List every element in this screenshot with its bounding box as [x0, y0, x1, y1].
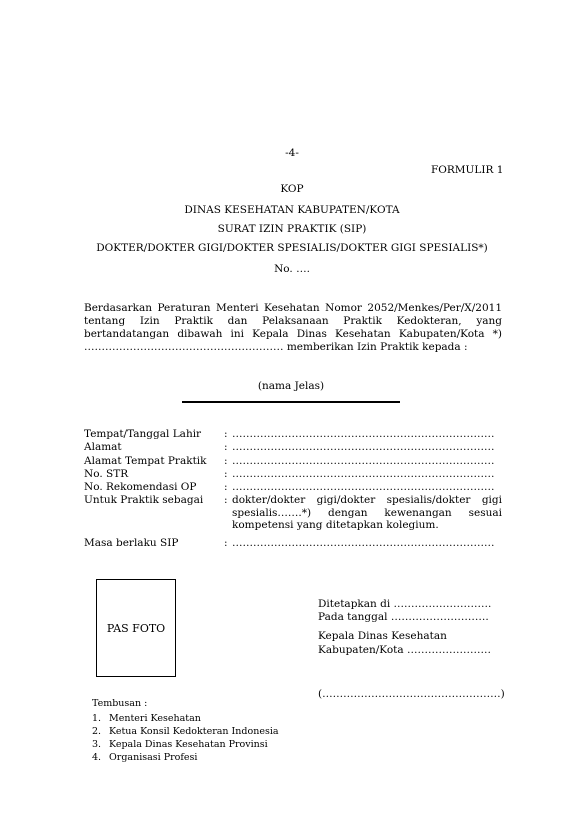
cc-item-number: 4.	[92, 752, 102, 763]
cc-title: Tembusan :	[92, 698, 148, 709]
name-caption: (nama Jelas)	[257, 380, 325, 392]
header-kop: KOP	[280, 183, 304, 195]
cc-item-text: Kepala Dinas Kesehatan Provinsi	[109, 739, 268, 750]
signature-title-line2: Kabupaten/Kota ……………………	[318, 644, 492, 656]
field-colon: :	[224, 494, 228, 506]
header-document-title: SURAT IZIN PRAKTIK (SIP)	[217, 223, 367, 235]
cc-item-text: Ketua Konsil Kedokteran Indonesia	[109, 726, 279, 737]
field-label: Untuk Praktik sebagai	[84, 494, 204, 506]
field-value: …………………………………………………………………	[232, 468, 495, 480]
field-colon: :	[224, 537, 228, 549]
cc-item	[92, 739, 268, 750]
cc-item-number: 2.	[92, 726, 102, 737]
page-number: -4-	[285, 147, 299, 159]
field-label: Alamat Tempat Praktik	[84, 455, 207, 467]
field-value: dokter/dokter gigi/dokter spesialis/dokter gigi spesialis…….*) dengan kewenangan sesuai kompetensi yang ditetapkan kolegium.	[232, 494, 502, 531]
cc-item-number: 1.	[92, 713, 102, 724]
signature-name-line: (……………………………………………)	[318, 688, 505, 700]
cc-item-number: 3.	[92, 739, 102, 750]
field-value: …………………………………………………………………	[232, 428, 495, 440]
photo-label: PAS FOTO	[106, 621, 166, 635]
field-colon: :	[224, 481, 228, 493]
field-label: Alamat	[84, 441, 122, 453]
field-label: Masa berlaku SIP	[84, 537, 179, 549]
cc-item-text: Menteri Kesehatan	[109, 713, 201, 724]
photo-box	[96, 579, 176, 677]
cc-item	[92, 713, 201, 724]
field-label: No. STR	[84, 468, 129, 480]
cc-item	[92, 752, 197, 763]
field-value: …………………………………………………………………	[232, 441, 495, 453]
field-colon: :	[224, 428, 228, 440]
signature-date: Pada tanggal ……………………….	[318, 611, 489, 623]
form-label: FORMULIR 1	[431, 164, 504, 176]
header-number: No. ….	[274, 263, 310, 275]
field-value: …………………………………………………………………	[232, 537, 495, 549]
field-value: …………………………………………………………………	[232, 455, 495, 467]
cc-item	[92, 726, 279, 737]
field-label: Tempat/Tanggal Lahir	[84, 428, 202, 440]
intro-paragraph: Berdasarkan Peraturan Menteri Kesehatan Nomor 2052/Menkes/Per/X/2011 tentang Izin Praktik dan Pelaksanaan Praktik Kedokteran, yang bertandatangan dibawah ini Kepala Dinas Kesehatan Kabupaten/Kota *) ………………………………………………… memberikan Izin Praktik kepada :	[84, 302, 502, 353]
header-profession: DOKTER/DOKTER GIGI/DOKTER SPESIALIS/DOKTER GIGI SPESIALIS*)	[96, 242, 488, 254]
field-colon: :	[224, 468, 228, 480]
field-value: …………………………………………………………………	[232, 481, 495, 493]
field-label: No. Rekomendasi OP	[84, 481, 197, 493]
signature-title-line1: Kepala Dinas Kesehatan	[318, 630, 447, 642]
cc-item-text: Organisasi Profesi	[109, 752, 198, 763]
signature-place: Ditetapkan di ……………………….	[318, 598, 492, 610]
name-underline	[182, 401, 400, 403]
field-colon: :	[224, 441, 228, 453]
field-colon: :	[224, 455, 228, 467]
header-agency: DINAS KESEHATAN KABUPATEN/KOTA	[184, 204, 400, 216]
